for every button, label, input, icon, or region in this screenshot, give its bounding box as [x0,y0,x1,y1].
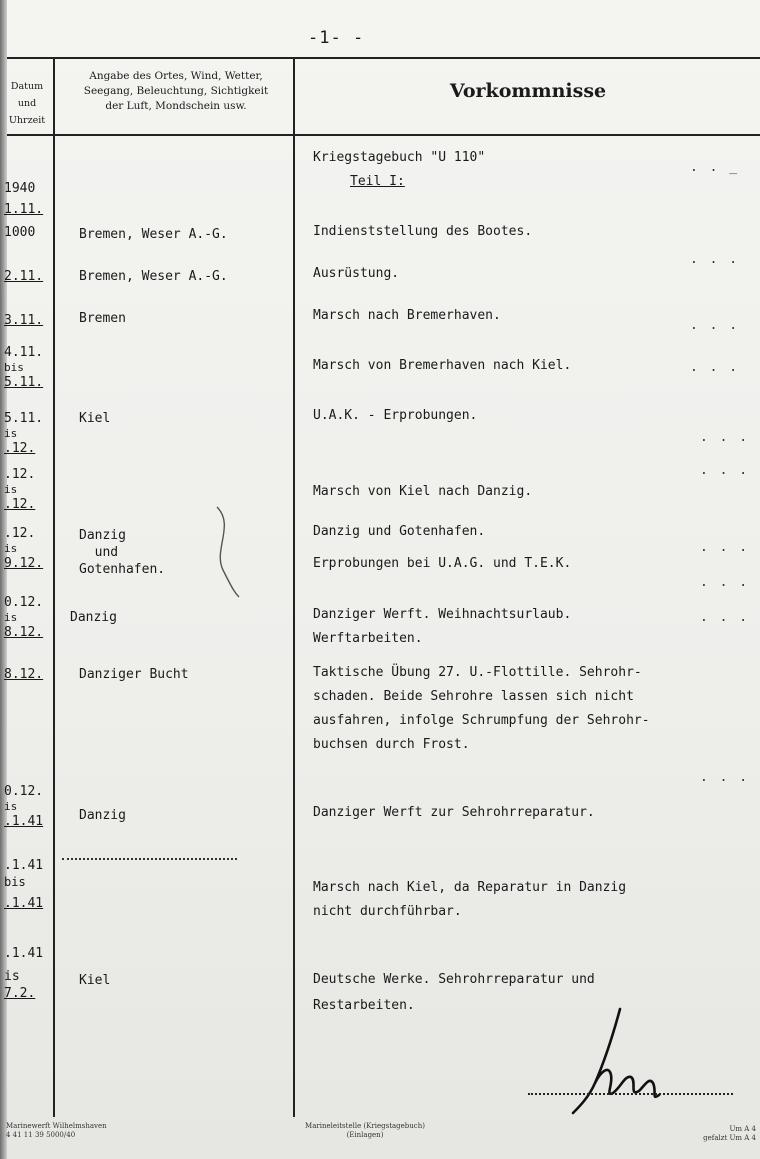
location-entry: Danzig und Gotenhafen. [79,528,166,577]
event-entry: Danzig und Gotenhafen. [313,524,486,539]
date-range: 4.11. bis 5.11. [4,345,44,390]
location-entry: Danziger Bucht [79,667,189,682]
event-entry: U.A.K. - Erprobungen. [313,408,478,423]
header-location: Angabe des Ortes, Wind, Wetter, Seegang, Beleuchtung, Sichtigkeit der Luft, Mondschein usw. [83,70,269,112]
event-entry: Indienststellung des Bootes. [313,224,533,239]
date-entry: 3.11. [4,313,44,328]
signature [565,1005,685,1115]
event-entry: Marsch von Kiel nach Danzig. [313,484,533,499]
top-rule [7,57,760,59]
signature-line [528,1093,733,1095]
margin-mark: . . . [700,463,750,478]
date-range: .1.41 bis .1.41 [4,858,44,911]
page-number: -1- - [308,28,365,48]
date-range: .1.41 is 7.2. [4,946,44,1001]
event-entry: schaden. Beide Sehrohre lassen sich nicht [313,689,634,704]
event-entry: Deutsche Werke. Sehrohrreparatur und [313,972,595,987]
date-column-rule [53,57,55,1117]
margin-mark: . . . [700,770,750,785]
location-entry: Danzig [70,610,117,625]
margin-mark: . . _ [690,160,740,175]
diary-title: Kriegstagebuch "U 110" [313,150,486,165]
margin-mark: . . . [690,360,740,375]
pencil-stroke [205,505,245,600]
location-entry: Bremen, Weser A.-G. [79,227,228,242]
date-range: 5.11. is .12. [4,411,44,456]
event-entry: Erprobungen bei U.A.G. und T.E.K. [313,556,572,571]
margin-mark: . . . [700,540,750,555]
location-column-rule [293,57,295,1117]
event-entry: buchsen durch Frost. [313,737,470,752]
event-entry: Restarbeiten. [313,998,415,1013]
date-range: 0.12. is .1.41 [4,784,44,829]
event-entry: nicht durchführbar. [313,904,462,919]
year-label: 1940 [4,181,36,196]
location-entry: Kiel [79,411,111,426]
header-events: Vorkommnisse [449,80,607,102]
margin-mark: . . . [690,252,740,267]
event-entry: Danziger Werft zur Sehrohrreparatur. [313,805,595,820]
event-entry: Marsch nach Bremerhaven. [313,308,501,323]
header-rule [7,134,760,136]
margin-mark: . . . [700,610,750,625]
diary-part: Teil I: [350,174,405,189]
date-range: .12. is 9.12. [4,526,44,571]
footer-left: Marinewerft Wilhelmshaven 4 41 11 39 5000/40 [6,1122,107,1139]
footer-center: Marineleitstelle (Kriegstagebuch) (Einlagen) [305,1122,425,1139]
footer-right: Um A 4 gefalzt Um A 4 [703,1125,756,1142]
date-entry: 8.12. [4,667,44,682]
margin-mark: . . . [690,318,740,333]
time-entry: 1000 [4,225,36,240]
dotted-separator [62,858,237,860]
location-entry: Danzig [79,808,126,823]
header-date: Datum und Uhrzeit [8,81,46,126]
event-entry: Taktische Übung 27. U.-Flottille. Sehrohr- [313,665,642,680]
event-entry: Ausrüstung. [313,266,400,281]
date-range: .12. is .12. [4,467,36,512]
date-range: 0.12. is 8.12. [4,595,44,640]
event-entry: ausfahren, infolge Schrumpfung der Sehrohr- [313,713,650,728]
margin-mark: . . . [700,430,750,445]
event-entry: Danziger Werft. Weihnachtsurlaub. [313,607,572,622]
location-entry: Kiel [79,973,111,988]
location-entry: Bremen, Weser A.-G. [79,269,228,284]
event-entry: Werftarbeiten. [313,631,423,646]
margin-mark: . . . [700,575,750,590]
event-entry: Marsch nach Kiel, da Reparatur in Danzig [313,880,627,895]
location-entry: Bremen [79,311,126,326]
date-entry: 1.11. [4,202,44,217]
event-entry: Marsch von Bremerhaven nach Kiel. [313,358,572,373]
date-entry: 2.11. [4,269,44,284]
